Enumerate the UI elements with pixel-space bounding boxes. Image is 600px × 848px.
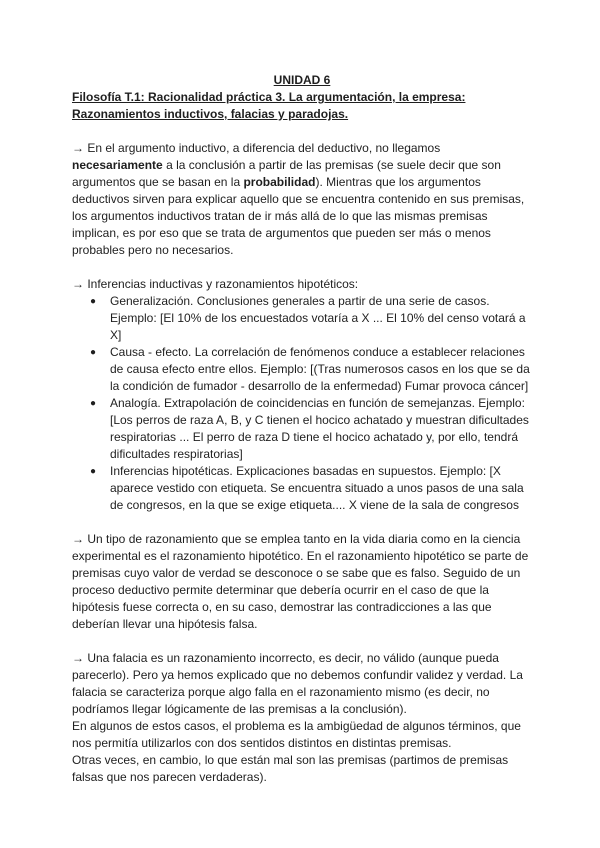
list-item: ● Inferencias hipotéticas. Explicaciones basadas en supuestos. Ejemplo: [X aparece vestido con etiqueta. Se encuentra situado a unos pasos de una sala de congresos, en la que se exige etiqueta.... X viene de la sala de congresos [110,463,532,514]
list-item: ● Analogía. Extrapolación de coincidencias en función de semejanzas. Ejemplo: [Los perros de raza A, B, y C tienen el hocico achatado y muestran dificultades respiratorias ... El perro de raza D tiene el hocico achatado y, por ello, tendrá dificultades respiratorias] [110,395,532,463]
arrow-icon: → [72,141,84,155]
inductive-argument-paragraph [72,140,532,259]
document-page [72,72,532,786]
hypothetical-reasoning-paragraph [72,531,532,633]
unit-heading: UNIDAD 6 [273,73,331,87]
paragraph-text: → Un tipo de razonamiento que se emplea tanto en la vida diaria como en la ciencia experimental es el razonamiento hipotético. En el razonamiento hipotético se parte de premisas cuyo valor de verdad se desconoce o se sabe que es falso. Seguido de un proceso deductivo permite determinar que debería ocurrir en el caso de que la hipótesis fuese correcta o, en su caso, demostrar las contradicciones a las que deberían llevar una hipótesis falsa. [72,532,529,631]
fallacy-section [72,650,532,786]
inferences-section [72,276,532,514]
bold-term: probabilidad [243,175,316,189]
paragraph-text [72,140,532,259]
list-item: ● Causa - efecto. La correlación de fenómenos conduce a establecer relaciones de causa efecto entre ellos. Ejemplo: [(Tras numerosos casos en los que se da la condición de fumador - desarrollo de la enfermedad) Fumar provoca cáncer] [110,344,532,395]
bold-term: necesariamente [72,158,163,172]
text-segment: ). Mientras que los argumentos deductivos sirven para explicar aquello que se encuentra contenido en sus premisas, los argumentos inductivos tratan de ir más allá de lo que las mismas premisas implican, es por eso que se trata de argumentos que pueden ser más o menos probables pero no necesarios. [72,175,525,257]
paragraph-text: En algunos de estos casos, el problema es la ambigüedad de algunos términos, que nos permitía utilizarlos con dos sentidos distintos en distintas premisas. [72,719,521,750]
text-segment: En el argumento inductivo, a diferencia del deductivo, no llegamos [84,141,441,155]
inferences-list [72,293,532,514]
text-segment: a la conclusión a partir de las premisas (se suele decir que son argumentos que se basan en la [72,158,501,189]
document-title: Filosofía T.1: Racionalidad práctica 3. La argumentación, la empresa: Razonamientos inductivos, falacias y paradojas. [72,90,466,121]
paragraph-text: → Una falacia es un razonamiento incorrecto, es decir, no válido (aunque pueda parecerlo). Pero ya hemos explicado que no debemos confundir validez y verdad. La falacia se caracteriza porque algo falla en el razonamiento mismo (es decir, no podríamos llegar lógicamente de las premisas a la conclusión). [72,651,523,716]
inferences-intro: → Inferencias inductivas y razonamientos hipotéticos: [72,277,359,291]
list-item: ● Generalización. Conclusiones generales a partir de una serie de casos. Ejemplo: [El 10% de los encuestados votaría a X ... El 10% del censo votará a X] [110,293,532,344]
paragraph-text: Otras veces, en cambio, lo que están mal son las premisas (partimos de premisas falsas que nos parecen verdaderas). [72,753,509,784]
